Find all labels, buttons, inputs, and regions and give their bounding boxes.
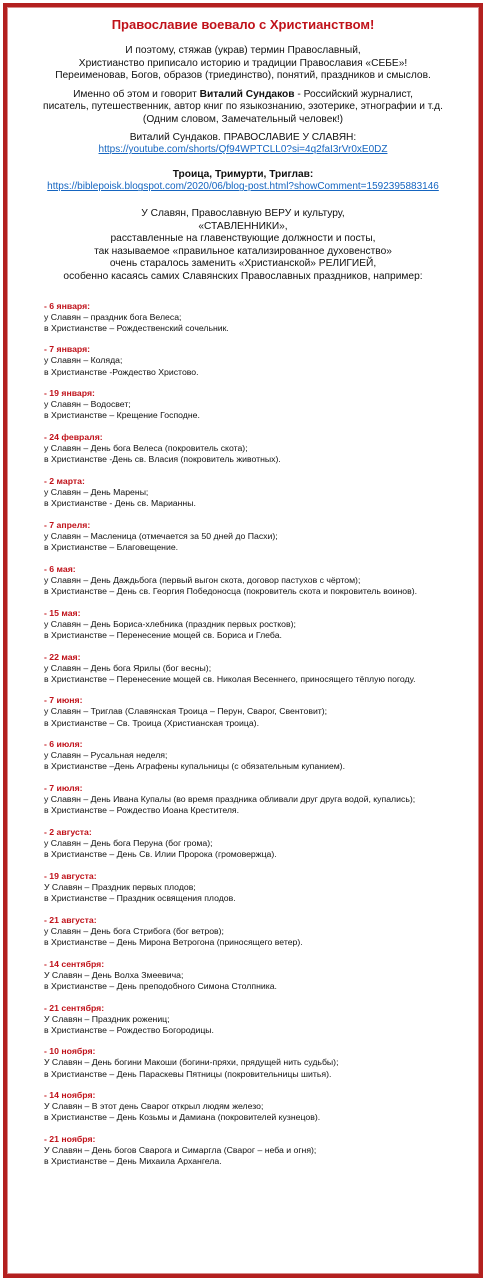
holiday-date: - 22 мая:	[44, 651, 81, 662]
holiday-date: - 6 июля:	[44, 739, 83, 750]
holiday-christ: в Христианстве – День Михаила Архангела.	[44, 1156, 222, 1167]
holiday-christ: в Христианстве – Рождественский сочельник.	[44, 322, 229, 333]
holiday-christ: в Христианстве – Св. Троица (Христианская троица).	[44, 717, 259, 728]
intro-line: Переименовав, Богов, образов (триединство), понятий, праздников и смыслов.	[55, 70, 431, 82]
author-line-3: (Одним словом, Замечательный человек!)	[142, 113, 344, 125]
holiday-slav: У Славян – День богов Сварога и Симаргла (Сварог – неба и огня);	[44, 1145, 317, 1156]
holiday-date: - 15 мая:	[44, 607, 81, 618]
holiday-christ: в Христианстве - День св. Марианны.	[44, 498, 196, 509]
holiday-christ: в Христианстве – День св. Георгия Победоносца (покровитель скота и покровитель воинов).	[44, 585, 418, 596]
holiday-date: - 6 мая:	[44, 563, 76, 574]
slavs-line: расставленные на главенствующие должности и посты,	[110, 233, 376, 245]
holiday-christ: в Христианстве –День Аграфены купальницы (с обязательным купанием).	[44, 761, 345, 772]
holiday-date: - 19 января:	[44, 388, 95, 399]
holiday-date: - 2 марта:	[44, 476, 85, 486]
slavs-line: очень старалось заменить «Христианской» РЕЛИГИЕЙ,	[109, 258, 377, 270]
holiday-date: - 19 августа:	[44, 870, 97, 881]
author-post: - Российский журналист,	[294, 88, 413, 100]
holiday-date: - 7 апреля:	[44, 519, 91, 530]
video-link[interactable]: https://youtube.com/shorts/Qf94WPTCLL0?si=4q2faI3rVr0xE0DZ	[98, 144, 388, 156]
author-line-2: писатель, путешественник, автор книг по языкознанию, эзотерике, этнографии и т.д.	[43, 101, 443, 113]
holiday-date: - 21 ноября:	[44, 1134, 96, 1145]
intro-line: Христианство приписало историю и традиции Православия «СЕБЕ»!	[78, 57, 408, 69]
slavs-line: «СТАВЛЕННИКИ»,	[198, 220, 288, 232]
holiday-date: - 7 июня:	[44, 695, 83, 706]
holiday-date: - 10 ноября:	[44, 1046, 96, 1057]
holiday-date: - 7 января:	[44, 344, 91, 355]
holiday-slav: у Славян – День бога Ярилы (бог весны);	[44, 662, 212, 673]
holiday-christ: в Христианстве – Праздник освящения плодов.	[44, 893, 236, 904]
holiday-christ: в Христианстве – Рождество Богородицы.	[44, 1024, 214, 1035]
holiday-christ: в Христианстве – День Параскевы Пятницы (покровительницы шитья).	[44, 1068, 332, 1079]
holiday-christ: в Христианстве – Крещение Господне.	[44, 410, 200, 421]
holiday-slav: у Славян – праздник бога Велеса;	[44, 311, 182, 322]
holiday-date: - 21 августа:	[44, 914, 97, 925]
holiday-slav: у Славян – Русальная неделя;	[44, 750, 168, 761]
holiday-date: - 21 сентября:	[44, 1002, 105, 1013]
author-name: Виталий Сундаков	[199, 88, 295, 100]
holiday-christ: в Христианстве – День преподобного Симона Столпника.	[44, 980, 277, 991]
holiday-christ: в Христианстве -Рождество Христово.	[44, 366, 199, 377]
holiday-slav: У Славян – Праздник рожениц;	[44, 1013, 170, 1024]
holiday-christ: в Христианстве – День Мирона Ветрогона (приносящего ветер).	[44, 936, 303, 947]
inner-border	[7, 7, 479, 1274]
holiday-slav: у Славян – Масленица (отмечается за 50 дней до Пасхи);	[44, 530, 278, 541]
video-label: Виталий Сундаков. ПРАВОСЛАВИЕ У СЛАВЯН:	[129, 131, 357, 143]
page-frame	[3, 3, 483, 1278]
holiday-christ: в Христианстве – Перенесение мощей св. Бориса и Глеба.	[44, 629, 282, 640]
holiday-slav: у Славян – День бога Перуна (бог грома);	[44, 838, 213, 849]
slavs-line: так называемое «правильное катализированное духовенство»	[94, 245, 392, 257]
holiday-slav: у Славян – День Даждьбога (первый выгон скота, договор пастухов с чёртом);	[44, 574, 361, 585]
page-title: Православие воевало с Христианством!	[111, 17, 375, 32]
holiday-christ: в Христианстве – День Козьмы и Дамиана (покровителей кузнецов).	[44, 1112, 321, 1123]
holiday-date: - 2 августа:	[44, 827, 92, 837]
holiday-christ: в Христианстве – Рождество Иоана Крестителя.	[44, 805, 240, 816]
trinity-link[interactable]: https://biblepoisk.blogspot.com/2020/06/blog-post.html?showComment=1592395883146	[47, 181, 439, 193]
holiday-date: - 14 ноября:	[44, 1090, 96, 1101]
holiday-christ: в Христианстве – Перенесение мощей св. Николая Весеннего, приносящего тёплую погоду.	[44, 673, 416, 684]
author-pre: Именно об этом и говорит	[73, 88, 200, 100]
intro-line: И поэтому, стяжав (украв) термин Православный,	[125, 45, 361, 56]
holiday-slav: у Славян – Водосвет;	[44, 399, 131, 410]
holiday-slav: У Славян – В этот день Сварог открыл людям железо;	[44, 1101, 264, 1112]
slavs-line: особенно касаясь самих Славянских Православных праздников, например:	[63, 270, 423, 282]
holiday-date: - 6 января:	[44, 300, 91, 311]
holiday-christ: в Христианстве – День Св. Илии Пророка (громовержца).	[44, 849, 277, 860]
holiday-date: - 7 июля:	[44, 783, 83, 794]
holiday-slav: У Славян – День Волха Змеевича;	[44, 969, 184, 980]
trinity-label: Троица, Тримурти, Триглав:	[172, 168, 314, 180]
holiday-slav: у Славян – День бога Велеса (покровитель скота);	[44, 443, 248, 454]
holiday-christ: в Христианстве – Благовещение.	[44, 542, 179, 553]
holiday-slav: у Славян – День бога Стрибога (бог ветров);	[44, 925, 224, 936]
holiday-slav: у Славян – Коляда;	[44, 355, 123, 366]
holiday-date: - 14 сентября:	[44, 958, 105, 969]
holiday-slav: у Славян – Триглав (Славянская Троица – Перун, Сварог, Свентовит);	[44, 706, 328, 717]
holiday-slav: У Славян – День богини Макоши (богини-пряхи, прядущей нить судьбы);	[44, 1057, 339, 1068]
holiday-slav: у Славян – День Марены;	[44, 487, 149, 498]
holiday-slav: У Славян – Праздник первых плодов;	[44, 881, 196, 892]
slavs-line: У Славян, Православную ВЕРУ и культуру,	[141, 207, 345, 219]
holiday-slav: у Славян – День Бориса-хлебника (праздник первых ростков);	[44, 618, 296, 629]
holiday-date: - 24 февраля:	[44, 432, 103, 443]
holiday-christ: в Христианстве -День св. Власия (покровитель животных).	[44, 454, 281, 465]
holiday-slav: у Славян – День Ивана Купалы (во время праздника обливали друг друга водой, купались);	[44, 794, 416, 805]
